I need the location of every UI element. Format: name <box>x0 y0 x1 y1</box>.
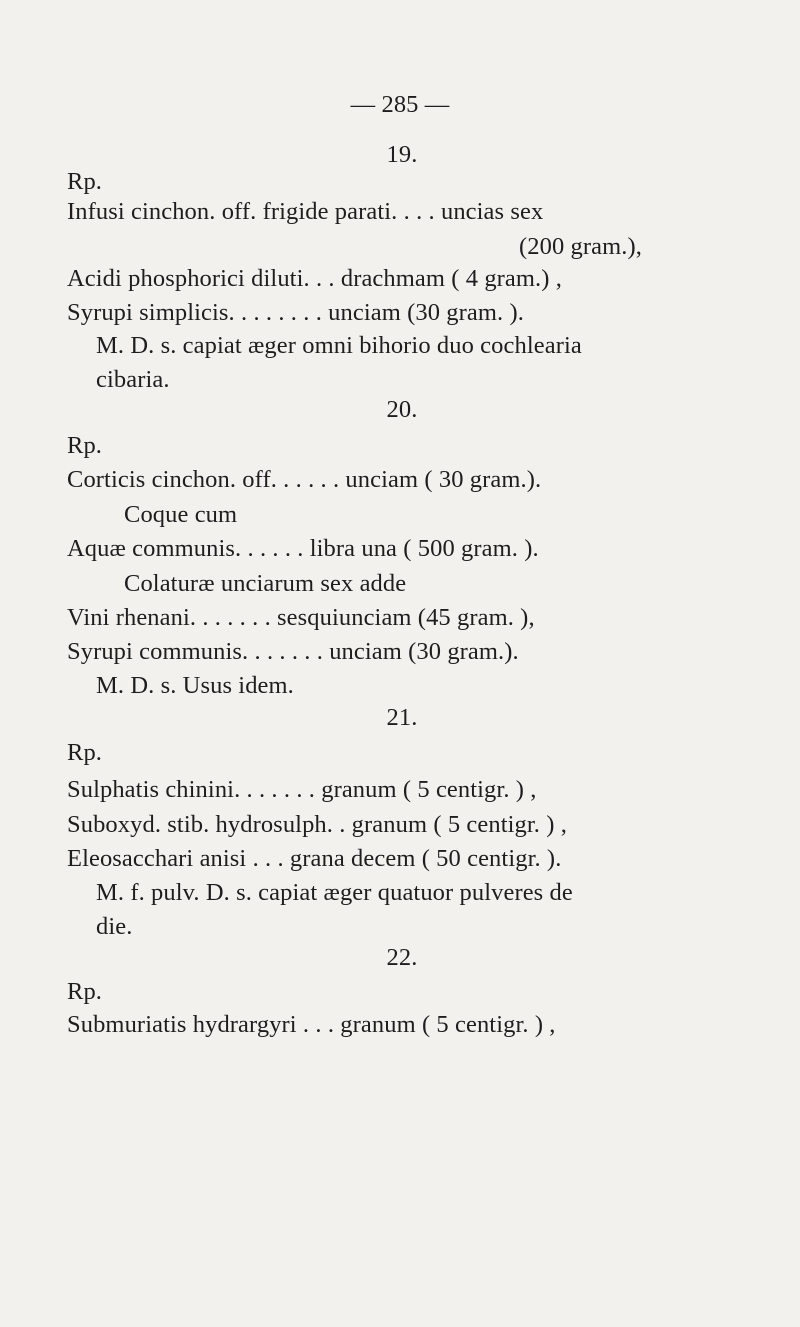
recipe-line: Eleosacchari anisi . . . grana decem ( 50 centigr. ). <box>67 845 562 872</box>
recipe-line: Sulphatis chinini. . . . . . . granum ( 5 centigr. ) , <box>67 776 537 803</box>
recipe-line: Syrupi simplicis. . . . . . . . unciam (30 gram. ). <box>67 299 524 326</box>
page-number: — 285 — <box>350 91 450 118</box>
recipe-number: 19. <box>386 141 418 168</box>
recipe-line: die. <box>96 913 133 940</box>
recipe-line: Acidi phosphorici diluti. . . drachmam ( 4 gram.) , <box>67 265 562 292</box>
recipe-line: Infusi cinchon. off. frigide parati. . . . uncias sex <box>67 198 544 225</box>
recipe-line: Corticis cinchon. off. . . . . . unciam ( 30 gram.). <box>67 466 542 493</box>
recipe-line: Syrupi communis. . . . . . . unciam (30 gram.). <box>67 638 519 665</box>
recipe-line: Submuriatis hydrargyri . . . granum ( 5 centigr. ) , <box>67 1011 556 1038</box>
recipe-number: 21. <box>386 704 418 731</box>
recipe-line: (200 gram.), <box>519 233 642 260</box>
recipe-rp: Rp. <box>67 432 103 459</box>
recipe-line: cibaria. <box>96 366 170 393</box>
recipe-number: 22. <box>386 944 418 971</box>
recipe-line: M. D. s. Usus idem. <box>96 672 294 699</box>
recipe-line: Suboxyd. stib. hydrosulph. . granum ( 5 centigr. ) , <box>67 811 567 838</box>
recipe-line: M. f. pulv. D. s. capiat æger quatuor pulveres de <box>96 879 573 906</box>
recipe-rp: Rp. <box>67 739 103 766</box>
recipe-line: Vini rhenani. . . . . . . sesquiunciam (45 gram. ), <box>67 604 535 631</box>
recipe-line: Colaturæ unciarum sex adde <box>124 570 407 597</box>
recipe-line: M. D. s. capiat æger omni bihorio duo cochlearia <box>96 332 582 359</box>
recipe-number: 20. <box>386 396 418 423</box>
recipe-rp: Rp. <box>67 978 103 1005</box>
recipe-line: Coque cum <box>124 501 238 528</box>
recipe-line: Aquæ communis. . . . . . libra una ( 500 gram. ). <box>67 535 539 562</box>
recipe-rp: Rp. <box>67 168 103 195</box>
